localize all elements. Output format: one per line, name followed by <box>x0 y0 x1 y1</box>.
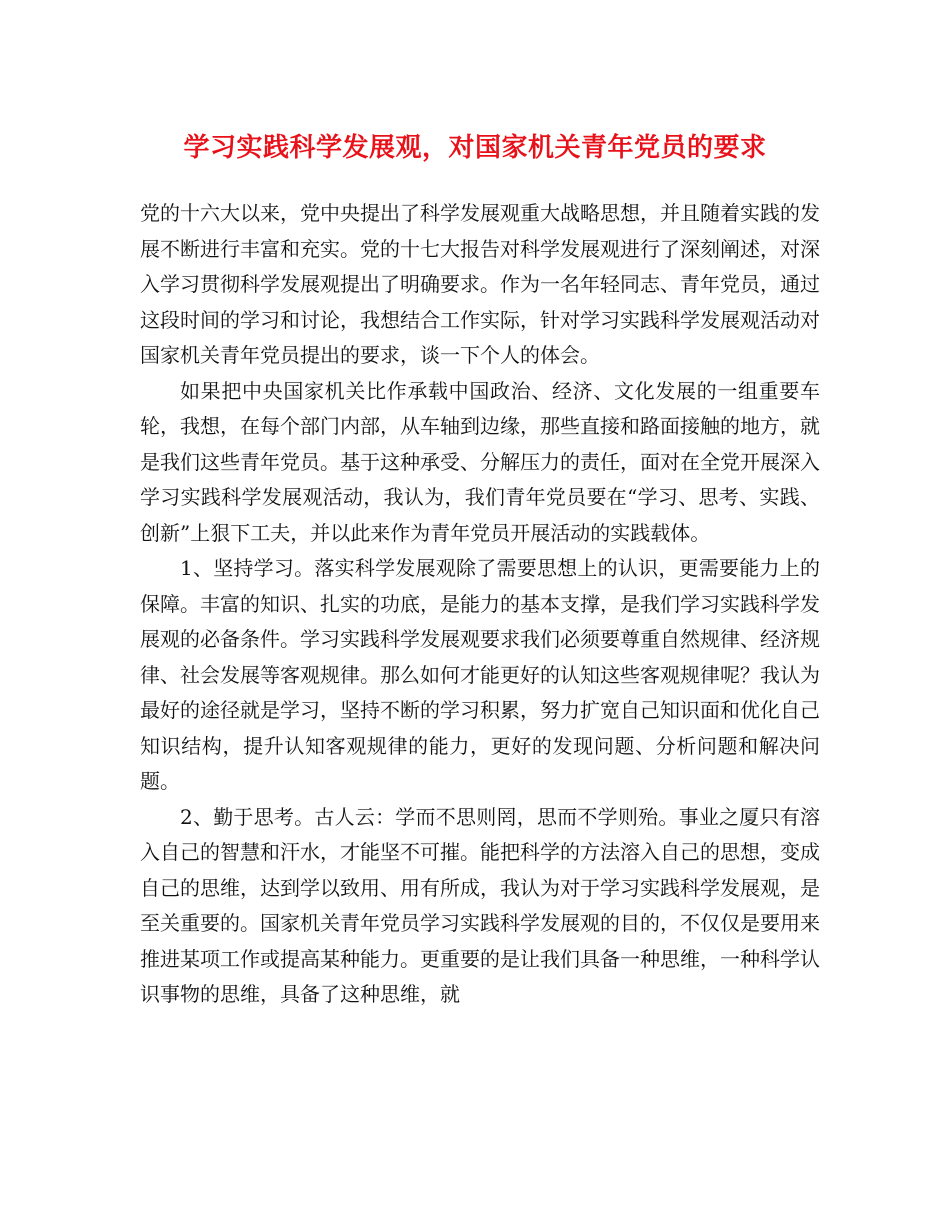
paragraph-point-2: 2、勤于思考。古人云：学而不思则罔，思而不学则殆。事业之厦只有溶入自己的智慧和汗水，才能坚不可摧。能把科学的方法溶入自己的思想，变成自己的思维，达到学以致用、用有所成，我认为对于学习实践科学发展观，是至关重要的。国家机关青年党员学习实践科学发展观的目的，不仅仅是要用来推进某项工作或提高某种能力。更重要的是让我们具备一种思维，一种科学认识事物的思维，具备了这种思维，就 <box>140 804 820 1006</box>
document-body <box>140 196 820 1013</box>
paragraph-intro: 党的十六大以来，党中央提出了科学发展观重大战略思想，并且随着实践的发展不断进行丰富和充实。党的十七大报告对科学发展观进行了深刻阐述，对深入学习贯彻科学发展观提出了明确要求。作为一名年轻同志、青年党员，通过这段时间的学习和讨论，我想结合工作实际，针对学习实践科学发展观活动对国家机关青年党员提出的要求，谈一下个人的体会。 <box>140 201 820 367</box>
paragraph-point-1: 1、坚持学习。落实科学发展观除了需要思想上的认识，更需要能力上的保障。丰富的知识、扎实的功底，是能力的基本支撑，是我们学习实践科学发展观的必备条件。学习实践科学发展观要求我们必须要尊重自然规律、经济规律、社会发展等客观规律。那么如何才能更好的认知这些客观规律呢？我认为最好的途径就是学习，坚持不断的学习积累，努力扩宽自己知识面和优化自己知识结构，提升认知客观规律的能力，更好的发现问题、分析问题和解决问题。 <box>140 556 820 793</box>
paragraph-metaphor: 如果把中央国家机关比作承载中国政治、经济、文化发展的一组重要车轮，我想，在每个部门内部，从车轴到边缘，那些直接和路面接触的地方，就是我们这些青年党员。基于这种承受、分解压力的责任，面对在全党开展深入学习实践科学发展观活动，我认为，我们青年党员要在“学习、思考、实践、创新”上狠下工夫，并以此来作为青年党员开展活动的实践载体。 <box>140 378 820 545</box>
document-title: 学习实践科学发展观，对国家机关青年党员的要求 <box>183 133 767 163</box>
